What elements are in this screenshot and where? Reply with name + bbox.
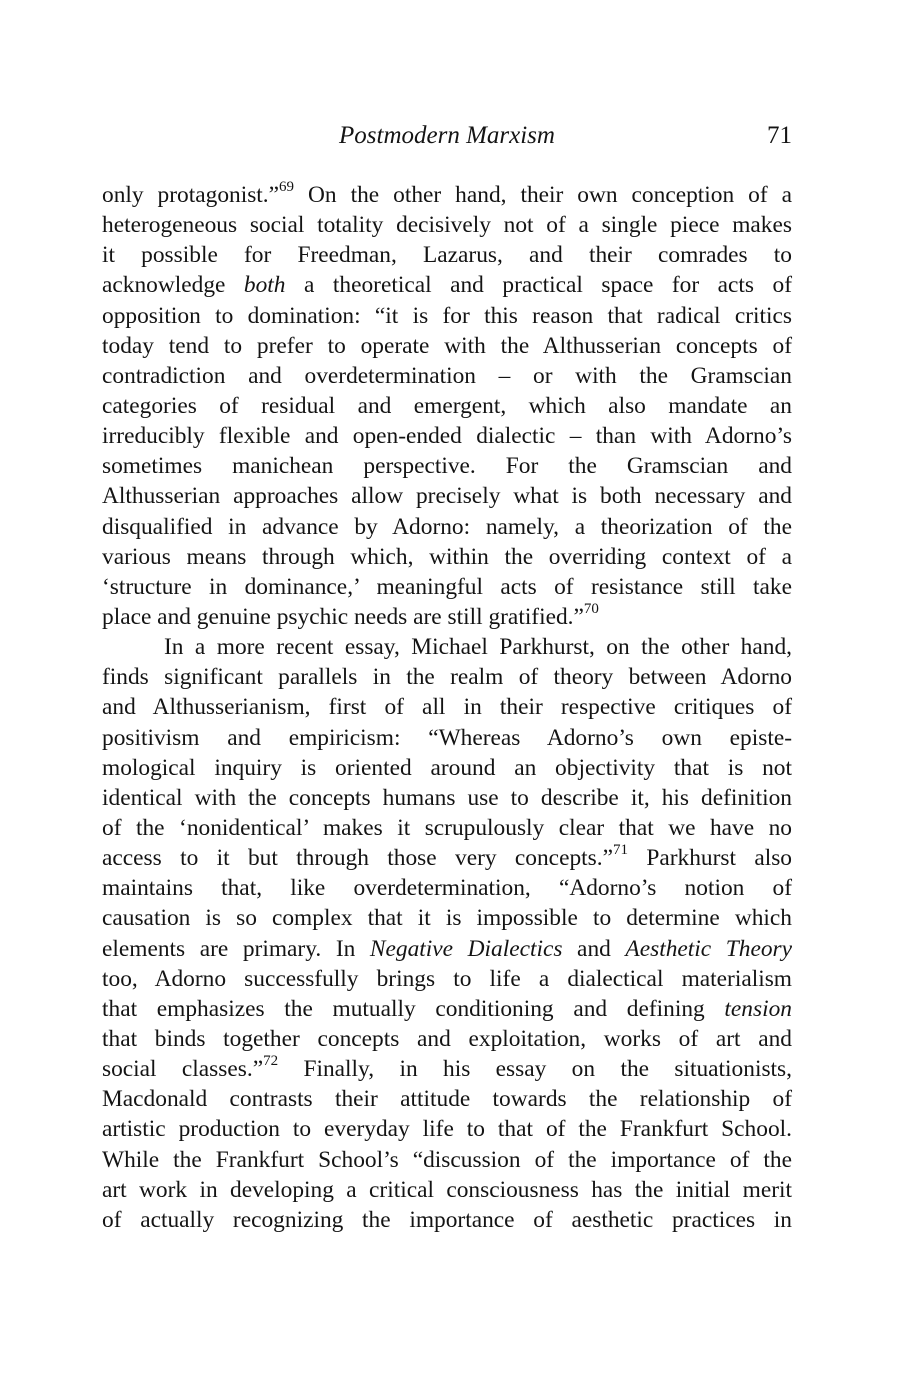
text-line: contradiction and overdetermination – or with the Gramscian: [102, 362, 792, 389]
footnote-ref: 72: [263, 1053, 279, 1070]
text-line: In a more recent essay, Michael Parkhurst, on the other hand,: [164, 634, 792, 661]
footnote-ref: 70: [583, 601, 599, 618]
text-line: disqualified in advance by Adorno: namely, a theorization of the: [102, 513, 792, 540]
footnote-ref: 71: [612, 842, 628, 859]
text-line: sometimes manichean perspective. For the Gramscian and: [102, 453, 792, 480]
text-line: that binds together concepts and exploitation, works of art and: [102, 1025, 792, 1052]
text-line: social classes.”$^{72}$ Finally, in his essay on the situationists,: [102, 1053, 792, 1083]
page-number: 71: [767, 122, 792, 149]
text-line: art work in developing a critical consciousness has the initial merit: [102, 1176, 792, 1203]
text-line: maintains that, like overdetermination, “Adorno’s notion of: [102, 875, 792, 902]
text-line: various means through which, within the overriding context of a: [102, 543, 792, 570]
text-line: today tend to prefer to operate with the Althusserian concepts of: [102, 332, 792, 359]
text-line: and Althusserianism, first of all in their respective critiques of: [102, 694, 792, 721]
text-line: irreducibly flexible and open-ended dialectic – than with Adorno’s: [102, 423, 792, 450]
text-line: of the ‘nonidentical’ makes it scrupulously clear that we have no: [102, 814, 792, 841]
text-line: identical with the concepts humans use to describe it, his definition: [102, 784, 792, 811]
running-title: Postmodern Marxism: [339, 122, 555, 149]
text-line: heterogeneous social totality decisively not of a single piece makes: [102, 212, 792, 239]
text-line: place and genuine psychic needs are still gratified.”$^{70}$: [102, 601, 599, 630]
emphasis: both: [243, 272, 286, 299]
text-line: causation is so complex that it is impossible to determine which: [102, 905, 792, 932]
text-line: acknowledge both a theoretical and practical space for acts of: [102, 272, 792, 299]
text-line: mological inquiry is oriented around an objectivity that is not: [102, 754, 792, 781]
text-line: Macdonald contrasts their attitude towards the relationship of: [102, 1086, 792, 1113]
text-line: finds significant parallels in the realm of theory between Adorno: [102, 664, 792, 691]
text-line: elements are primary. In Negative Dialectics and Aesthetic Theory: [102, 935, 793, 962]
text-line: of actually recognizing the importance of aesthetic practices in: [102, 1206, 792, 1233]
emphasis: Negative Dialectics: [369, 935, 563, 962]
running-head: [102, 118, 792, 154]
text-line: positivism and empiricism: “Whereas Adorno’s own episte-: [102, 724, 792, 751]
text-line: too, Adorno successfully brings to life a dialectical materialism: [102, 965, 792, 992]
text-line: categories of residual and emergent, which also mandate an: [102, 392, 792, 419]
text-line: access to it but through those very concepts.”$^{71}$ Parkhurst also: [102, 842, 793, 872]
body-text: [102, 180, 792, 1235]
text-line: ‘structure in dominance,’ meaningful acts of resistance still take: [102, 573, 792, 600]
text-line: artistic production to everyday life to that of the Frankfurt School.: [102, 1116, 792, 1143]
text-line: only protagonist.”$^{69}$ On the other hand, their own conception of a: [102, 179, 792, 208]
text-line: opposition to domination: “it is for this reason that radical critics: [102, 302, 792, 329]
footnote-ref: 69: [279, 179, 295, 196]
text-line: it possible for Freedman, Lazarus, and their comrades to: [102, 242, 792, 269]
text-line: While the Frankfurt School’s “discussion of the importance of the: [102, 1146, 792, 1173]
text-line: that emphasizes the mutually conditioning and defining tension: [102, 995, 792, 1022]
emphasis: Aesthetic Theory: [625, 935, 793, 962]
emphasis: tension: [724, 995, 792, 1022]
text-line: Althusserian approaches allow precisely what is both necessary and: [102, 483, 792, 510]
